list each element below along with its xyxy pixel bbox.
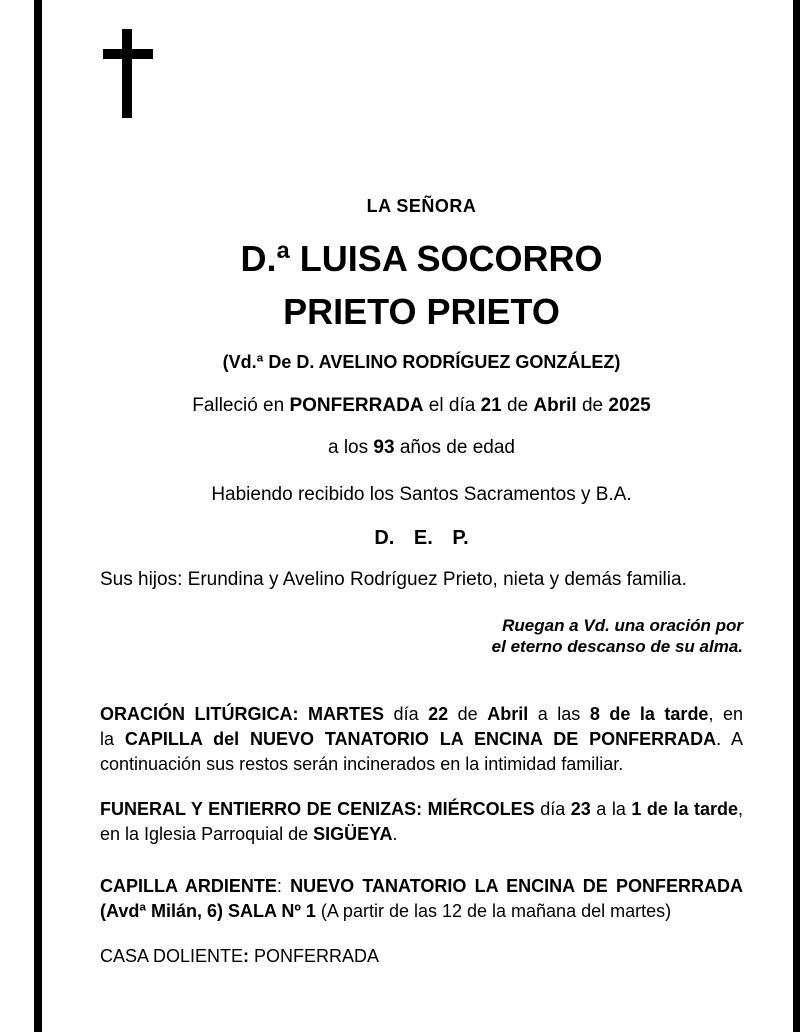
sacraments-line: Habiendo recibido los Santos Sacramentos y B.A. (211, 484, 632, 505)
liturgy-paragraph: ORACIÓN LITÚRGICA: MARTES día 22 de Abril a las 8 de la tarde, en la CAPILLA del NUEVO TANATORIO LA ENCINA DE PONFERRADA. A continuación sus restos serán incinerados en la intimidad familiar. (100, 704, 744, 774)
death-line: Falleció en PONFERRADA el día 21 de Abril de 2025 (192, 395, 651, 416)
chapel-paragraph: CAPILLA ARDIENTE: NUEVO TANATORIO LA ENCINA DE PONFERRADA (Avdª Milán, 6) SALA Nº 1 (A partir de las 12 de la mañana del martes) (100, 876, 743, 921)
deceased-name (100, 232, 743, 338)
cross-icon (103, 29, 153, 118)
family-line: Sus hijos: Erundina y Avelino Rodríguez Prieto, nieta y demás familia. (100, 569, 687, 590)
age-line: a los 93 años de edad (327, 437, 515, 458)
right-border-bar (793, 0, 800, 1032)
deceased-name-line1: D.ª LUISA SOCORRO (240, 238, 603, 279)
prayer-line2: el eterno descanso de su alma. (491, 637, 743, 656)
mourning-house-line: CASA DOLIENTE: PONFERRADA (100, 946, 380, 966)
widow-of-line: (Vd.ª De D. AVELINO RODRÍGUEZ GONZÁLEZ) (222, 352, 621, 372)
prayer-line1: Ruegan a Vd. una oración por (502, 616, 743, 635)
dep-line: D. E. P. (374, 527, 469, 549)
funeral-paragraph: FUNERAL Y ENTIERRO DE CENIZAS: MIÉRCOLES día 23 a la 1 de la tarde, en la Iglesia Parroquial de SIGÜEYA. (100, 799, 744, 844)
left-border-bar (34, 0, 42, 1032)
prayer-request (100, 615, 743, 657)
deceased-name-line2: PRIETO PRIETO (283, 291, 560, 332)
honorific: LA SEÑORA (366, 196, 477, 216)
